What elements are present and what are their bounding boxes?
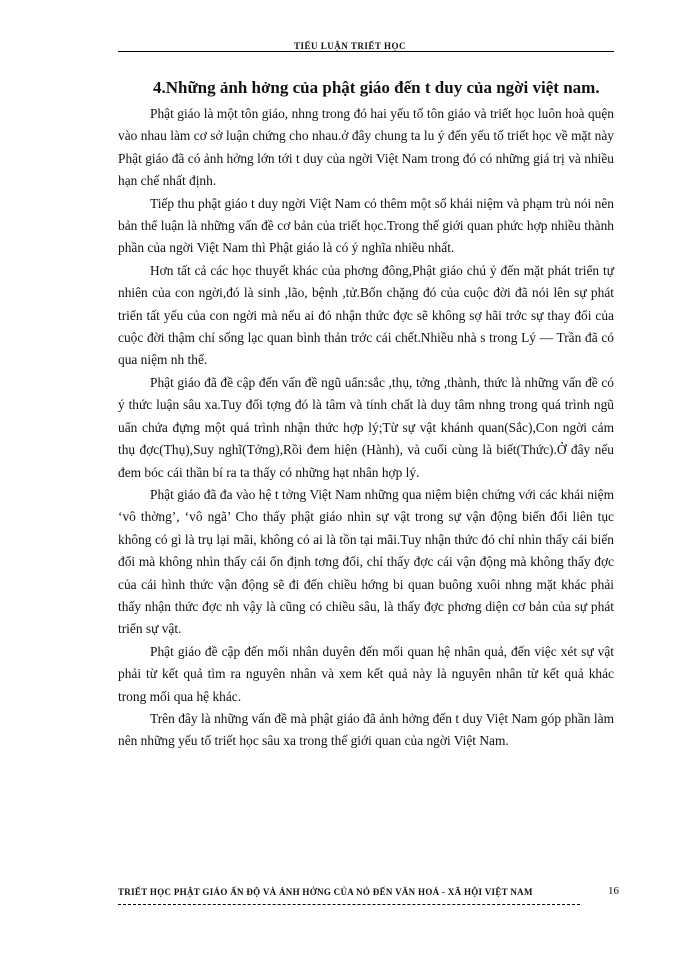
body-paragraph: Phật giáo đề cập đến mối nhân duyên đến mối quan hệ nhân quả, đến việc xét sự vật phải từ kết quả tìm ra nguyên nhân và xem kết quả này là nguyên nhân từ kết quả khác trong mối qua hệ khác.	[118, 643, 614, 704]
body-paragraph: Phật giáo đã đề cập đến vấn đề ngũ uẩn:sắc ,thụ, tởng ,thành, thức là những vấn đề có ý thức luận sâu xa.Tuy đối tợng đó là tâm và tính chất là duy tâm nhng trong quá trình ngũ uẩn chứa đựng một quá trình nhận thức hợp lý;Từ sự vật khánh quan(Sắc),Con ngời cảm thụ đợc(Thụ),Suy nghĩ(Tởng),Rồi đem hiện (Hành), và cuối cùng là biết(Thức).Ở đây nếu đem bóc cái thần bí ra ta thấy có những hạt nhân hợp lý.	[118, 374, 614, 480]
running-footer: TRIẾT HỌC PHẬT GIÁO ẤN ĐỘ VÀ ẢNH HỞNG CỦA NÓ ĐẾN VĂN HOÁ - XÃ HỘI VIỆT NAM	[118, 887, 533, 897]
header-rule	[118, 51, 614, 52]
body-paragraph: Tiếp thu phật giáo t duy ngời Việt Nam có thêm một số khái niệm và phạm trù nói nên bản thể luận là những vấn đề cơ bản của triết học.Trong thế giới quan phức hợp nhiều thành phần của ngời Việt Nam thì Phật giáo là có ý nghĩa nhiều nhất.	[118, 195, 614, 256]
body-paragraph: Trên đây là những vấn đề mà phật giáo đã ảnh hởng đến t duy Việt Nam góp phần làm nên những yếu tố triết học sâu xa trong thế giới quan của ngời Việt Nam.	[118, 710, 614, 749]
body-paragraph: Phật giáo là một tôn giáo, nhng trong đó hai yếu tố tôn giáo và triết học luôn hoà quện vào nhau làm cơ sở luận chứng cho nhau.ở đây chung ta lu ý đến yếu tố triết học về mặt này Phật giáo đã có ảnh hởng lớn tới t duy của ngời Việt Nam trong đó có những giá trị và nhiều hạn chế nhất định.	[118, 106, 614, 189]
section-heading: 4.Những ảnh hởng của phật giáo đến t duy của ngời việt nam.	[153, 78, 600, 97]
body-paragraph: Hơn tất cả các học thuyết khác của phơng đông,Phật giáo chú ý đến mặt phát triển tự nhiên của con ngời,đó là sinh ,lão, bệnh ,tử.Bốn chặng đó của cuộc đời đã nói lên sự phát triển tất yếu của con ngời mà nếu ai đó nhận thức đợc sẽ không sợ hãi trớc sự thay đổi của cuộc đời thậm chí sống lạc quan bình thản trớc cái chết.Nhiều nhà s trong Lý — Trần đã có qua niệm nh thế.	[118, 262, 614, 368]
body-paragraph: Phật giáo đã đa vào hệ t tởng Việt Nam những qua niệm biện chứng với các khái niệm ‘vô thờng’, ‘vô ngã’ Cho thấy phật giáo nhìn sự vật trong sự vận động biến đổi liên tục không có gì là trụ lại mãi, không có ai là tồn tại mãi.Tuy nhận thức đó chỉ nhìn thấy cái biến đổi mà không nhìn thấy cái ổn định tơng đối, chỉ thấy đợc cái vận động mà không thấy đợc của cái hình thức vận động sẽ đi đến chiều hớng bi quan buông xuôi nhng mặt khác phải thấy nhận thức đợc nh vậy là cũng có chiều sâu, là thấy đợc phơng diện cơ bản của sự phát triển sự vật.	[118, 486, 614, 637]
footer-rule	[118, 904, 580, 905]
page-number: 16	[608, 885, 619, 897]
page-body	[118, 76, 614, 753]
running-header: TIỂU LUẬN TRIẾT HỌC	[294, 41, 406, 51]
